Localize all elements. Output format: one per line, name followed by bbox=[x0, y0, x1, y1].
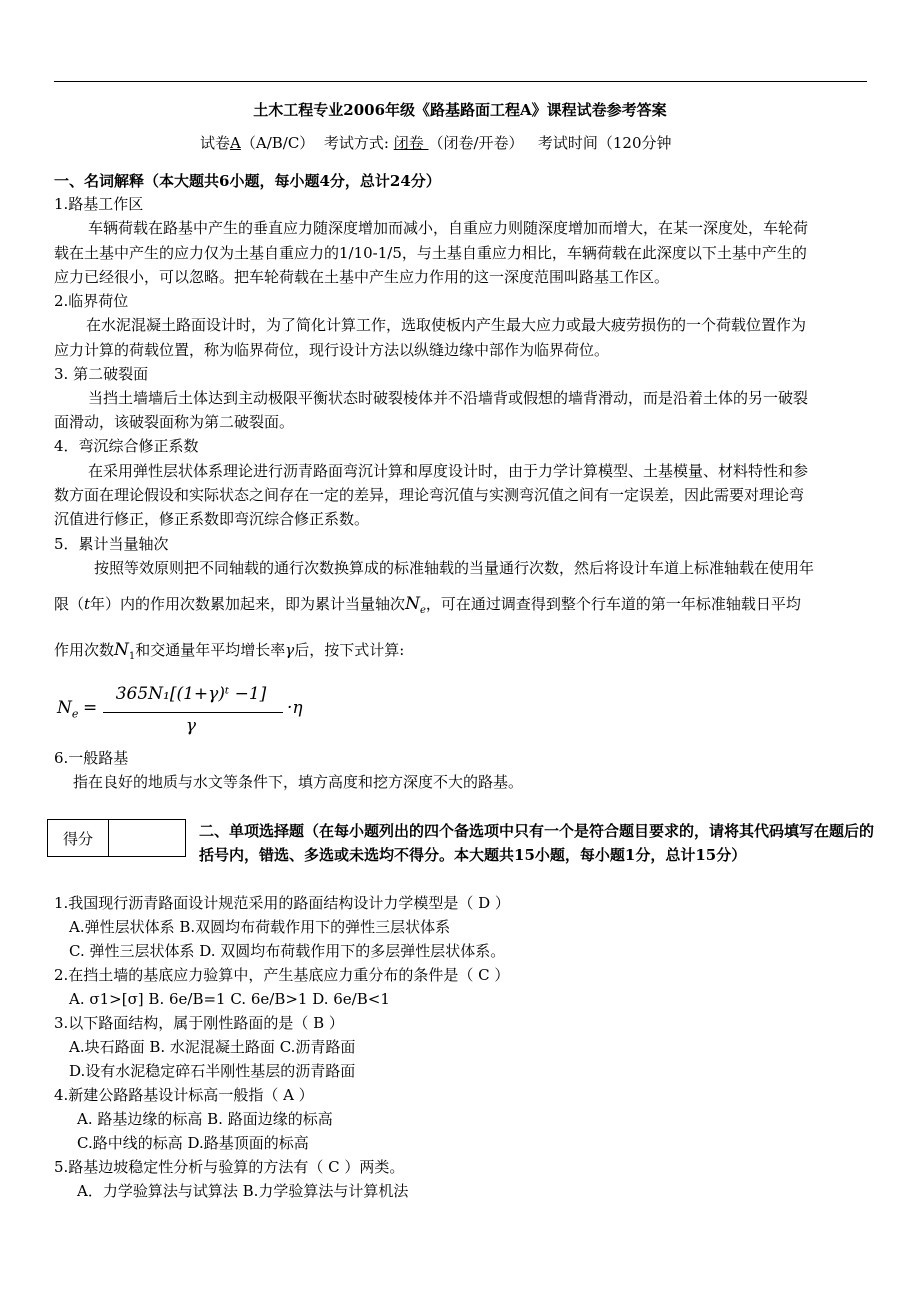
paper-label: 试卷 bbox=[200, 134, 231, 152]
var-Ne-sub: e bbox=[419, 605, 426, 616]
formula-equals: = bbox=[83, 698, 98, 718]
top-rule bbox=[54, 81, 867, 82]
term5-line3-c: 后，按下式计算: bbox=[294, 641, 405, 659]
q5: 5.路基边坡稳定性分析与验算的方法有（ C ）两类。 bbox=[54, 1158, 405, 1176]
term3-title: 3. 第二破裂面 bbox=[54, 365, 149, 383]
var-Ne: N bbox=[405, 594, 420, 614]
term6-title: 6.一般路基 bbox=[54, 749, 129, 767]
var-t: t bbox=[84, 595, 91, 613]
section2-heading: 二、单项选择题（在每小题列出的四个备选项中只有一个是符合题目要求的，请将其代码填写在题后的括号内，错选、多选或未选均不得分。本大题共15小题，每小题1分，总计15分） bbox=[199, 822, 875, 864]
term3-line1: 当挡土墙墙后土体达到主动极限平衡状态时破裂棱体并不沿墙背或假想的墙背滑动，而是沿着土体的另一破裂 bbox=[88, 389, 809, 407]
q3: 3.以下路面结构，属于刚性路面的是（ B ） bbox=[54, 1014, 344, 1032]
var-gamma: γ bbox=[285, 641, 295, 659]
score-value-field[interactable] bbox=[109, 820, 186, 857]
term4-line3: 沉值进行修正，修正系数即弯沉综合修正系数。 bbox=[54, 510, 370, 528]
exam-time: 考试时间（120分钟 bbox=[537, 134, 672, 152]
term3-line2: 面滑动，该破裂面称为第二破裂面。 bbox=[54, 413, 295, 431]
term1-title: 1.路基工作区 bbox=[54, 195, 144, 213]
term5-line2-c: ，可在通过调查得到整个行车道的第一年标准轴载日平均 bbox=[425, 595, 801, 613]
q4: 4.新建公路路基设计标高一般指（ A ） bbox=[54, 1086, 314, 1104]
term5-line3-b: 和交通量年平均增长率 bbox=[135, 641, 286, 659]
exam-mode-label: 考试方式: bbox=[323, 134, 389, 152]
q2: 2.在挡土墙的基底应力验算中，产生基底应力重分布的条件是（ C ） bbox=[54, 966, 510, 984]
term1-line3: 应力已经很小，可以忽略。把车轮荷载在土基中产生应力作用的这一深度范围叫路基工作区。 bbox=[54, 268, 670, 286]
term4-line1: 在采用弹性层状体系理论进行沥青路面弯沉计算和厚度设计时，由于力学计算模型、土基模量、材料特性和参 bbox=[88, 462, 809, 480]
q3-options-b: D.设有水泥稳定碎石半刚性基层的沥青路面 bbox=[69, 1062, 356, 1080]
term4-title: 4．弯沉综合修正系数 bbox=[54, 437, 199, 455]
formula-rhs: ·η bbox=[287, 698, 303, 718]
term5-line2 bbox=[54, 594, 801, 621]
q4-options-a: A. 路基边缘的标高 B. 路面边缘的标高 bbox=[77, 1110, 333, 1128]
term5-line2-a: 限（ bbox=[54, 595, 85, 613]
section1-heading: 一、名词解释（本大题共6小题，每小题4分，总计24分） bbox=[54, 172, 441, 190]
term5-line3 bbox=[54, 640, 404, 667]
q2-options: A. σ1>[σ] B. 6e/B=1 C. 6e/B>1 D. 6e/B<1 bbox=[69, 990, 390, 1008]
formula-lhs-N: N bbox=[57, 698, 72, 718]
term5-line1: 按照等效原则把不同轴载的通行次数换算成的标准轴载的当量通行次数，然后将设计车道上标准轴载在使用年 bbox=[94, 559, 815, 577]
term6-line1: 指在良好的地质与水文等条件下，填方高度和挖方深度不大的路基。 bbox=[73, 773, 524, 791]
term1-line2: 载在土基中产生的应力仅为土基自重应力的1/10-1/5，与土基自重应力相比，车辆荷载在此深度以下土基中产生的 bbox=[54, 244, 807, 262]
var-N1-sub: 1 bbox=[128, 651, 136, 662]
formula-numerator: 365N₁[(1+γ)ᵗ −1] bbox=[115, 684, 267, 704]
formula-lhs bbox=[57, 698, 78, 720]
score-label: 得分 bbox=[48, 820, 109, 857]
var-N1: N bbox=[114, 640, 129, 660]
q1: 1.我国现行沥青路面设计规范采用的路面结构设计力学模型是（ D ） bbox=[54, 894, 510, 912]
formula-fraction-bar bbox=[103, 712, 283, 713]
q1-options-a: A.弹性层状体系 B.双圆均布荷载作用下的弹性三层状体系 bbox=[69, 918, 451, 936]
term2-line1: 在水泥混凝土路面设计时，为了简化计算工作，选取使板内产生最大应力或最大疲劳损伤的一个荷载位置作为 bbox=[86, 316, 807, 334]
page-title: 土木工程专业2006年级《路基路面工程A》课程试卷参考答案 bbox=[253, 101, 667, 119]
q4-options-b: C.路中线的标高 D.路基顶面的标高 bbox=[77, 1134, 309, 1152]
exam-mode-value: 闭卷 bbox=[393, 134, 429, 152]
formula-denominator: γ bbox=[185, 716, 197, 736]
term4-line2: 数方面在理论假设和实际状态之间存在一定的差异，理论弯沉值与实测弯沉值之间有一定误差，因此需要对理论弯 bbox=[54, 486, 805, 504]
term2-line2: 应力计算的荷载位置，称为临界荷位，现行设计方法以纵缝边缘中部作为临界荷位。 bbox=[54, 341, 610, 359]
score-box bbox=[47, 819, 186, 857]
term5-line2-b: 年）内的作用次数累加起来，即为累计当量轴次 bbox=[90, 595, 406, 613]
q1-options-b: C. 弹性三层状体系 D. 双圆均布荷载作用下的多层弹性层状体系。 bbox=[69, 942, 506, 960]
q5-options-a: A．力学验算法与试算法 B.力学验算法与计算机法 bbox=[77, 1182, 409, 1200]
exam-meta bbox=[200, 133, 672, 153]
exam-mode-options: （闭卷/开卷） bbox=[428, 134, 524, 152]
q3-options-a: A.块石路面 B. 水泥混凝土路面 C.沥青路面 bbox=[69, 1038, 356, 1056]
paper-options: （A/B/C） bbox=[240, 134, 315, 152]
paper-value: A bbox=[230, 134, 241, 152]
term1-line1: 车辆荷载在路基中产生的垂直应力随深度增加而减小，自重应力则随深度增加而增大，在某一深度处，车轮荷 bbox=[88, 219, 809, 237]
term2-title: 2.临界荷位 bbox=[54, 292, 129, 310]
term5-line3-a: 作用次数 bbox=[54, 641, 115, 659]
term5-title: 5．累计当量轴次 bbox=[54, 535, 169, 553]
formula-lhs-sub: e bbox=[71, 707, 79, 721]
